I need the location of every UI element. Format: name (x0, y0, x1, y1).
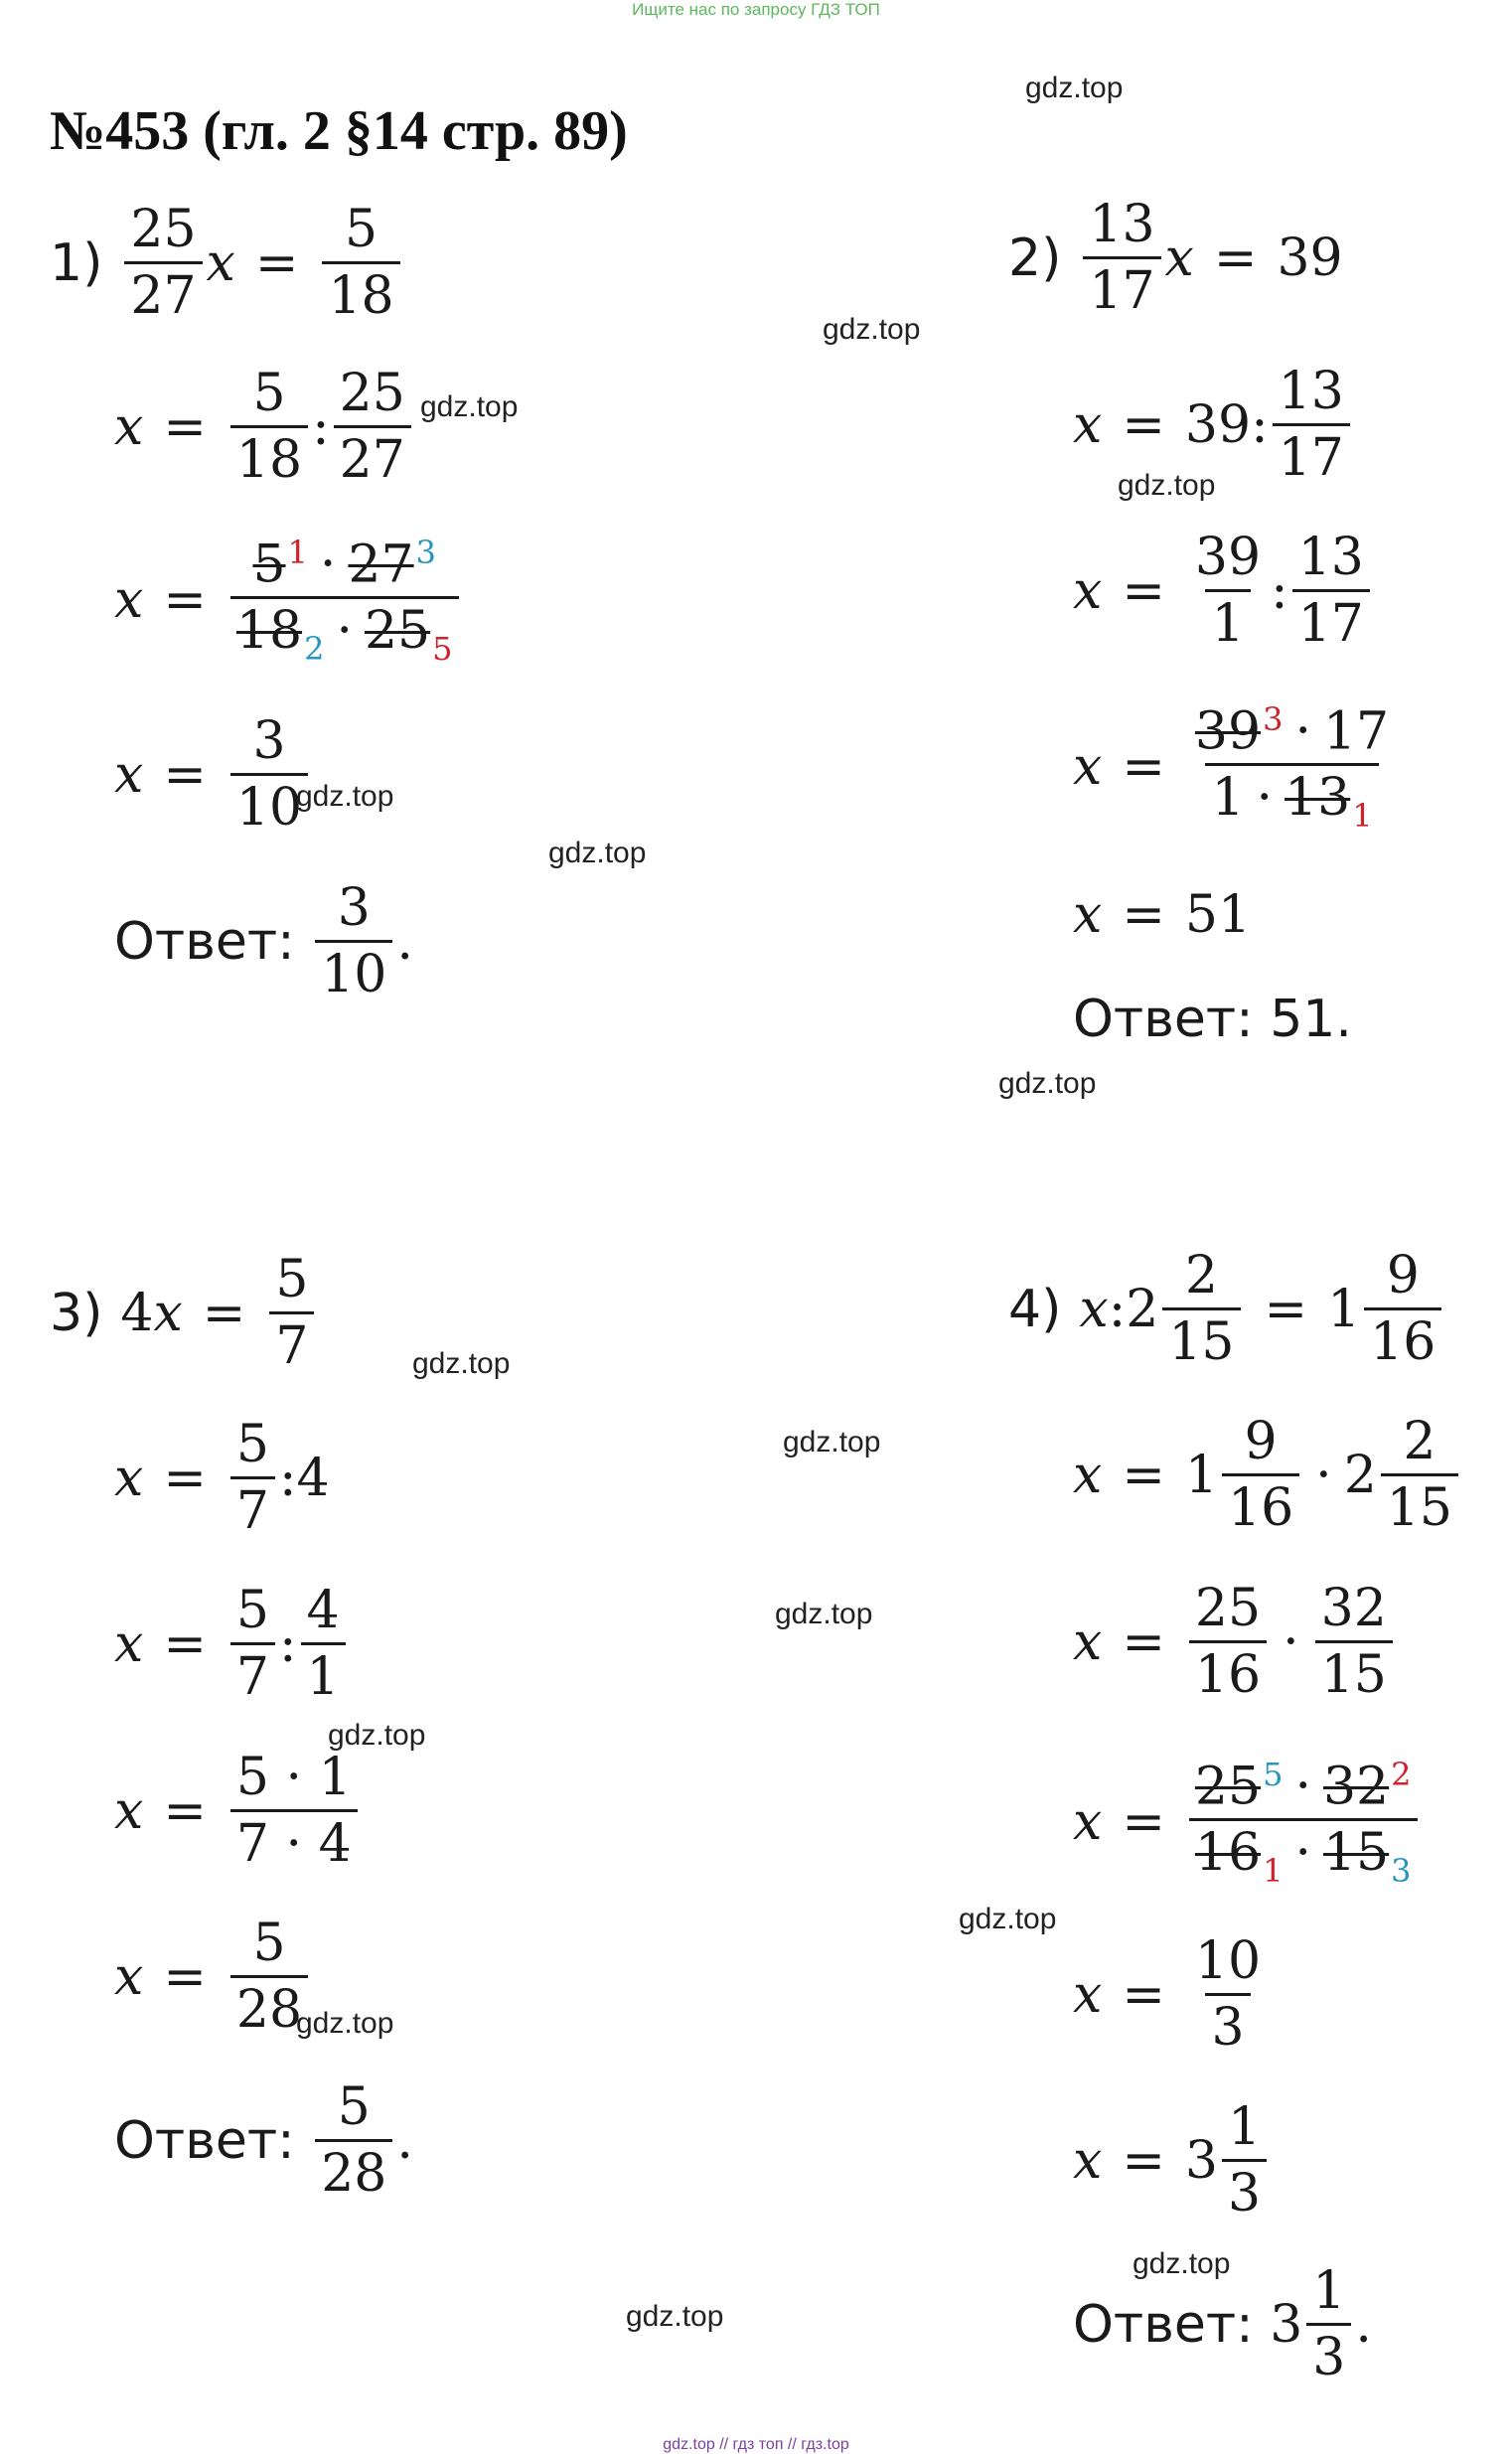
top-banner[interactable]: Ищите нас по запросу ГДЗ ТОП (632, 0, 880, 19)
p2-answer: Ответ: 51. (1073, 990, 1352, 1049)
watermark: gdz.top (959, 1903, 1057, 1935)
fraction: $\frac{5}{7}$ (230, 1419, 275, 1537)
p4-eq2: x = 1 $\frac{9}{16}$ · 2 $\frac{2}{15}$ (1073, 1416, 1462, 1534)
p1-answer: Ответ: $\frac{3}{10}$ . (114, 878, 413, 1004)
p2-eq5: x = 51 (1073, 885, 1252, 945)
fraction: $\frac{5}{18}$ (230, 368, 308, 486)
fraction: $\frac{25^5 \cdot 32^2}{16_1 \cdot 15_3}$ (1189, 1759, 1418, 1887)
fraction: $\frac{5}{18}$ (322, 204, 399, 322)
fraction: $\frac{10}{3}$ (1194, 1931, 1262, 2058)
p3-eq1: 3) 4 x = $\frac{5}{7}$ (50, 1254, 318, 1372)
fraction: $\frac{5}{28}$ (315, 2081, 392, 2200)
fraction: $\frac{2}{15}$ (1381, 1416, 1458, 1534)
fraction: $\frac{5}{7}$ (230, 1585, 275, 1703)
fraction: $\frac{2}{15}$ (1162, 1250, 1240, 1368)
watermark: gdz.top (1118, 469, 1216, 502)
p4-eq3: x = $\frac{25}{16}$ · $\frac{32}{15}$ (1073, 1583, 1397, 1701)
watermark: gdz.top (783, 1426, 881, 1458)
p2-eq3: x = $\frac{39}{1}$ : $\frac{13}{17}$ (1073, 532, 1374, 650)
fraction: $\frac{5^1 \cdot 27^3}{18_2 \cdot 25_5}$ (230, 537, 459, 665)
fraction: $\frac{32}{15}$ (1315, 1583, 1393, 1701)
p3-answer: Ответ: $\frac{5}{28}$ . (114, 2077, 413, 2204)
fraction: $\frac{1}{3}$ (1306, 2265, 1351, 2383)
fraction: $\frac{3}{10}$ (315, 882, 392, 1000)
p2-eq1: 2) $\frac{13}{17}$ x = 39 (1008, 195, 1343, 321)
fraction: $\frac{1}{3}$ (1222, 2101, 1267, 2220)
p1-eq2: x = $\frac{5}{18}$ : $\frac{25}{27}$ (114, 368, 415, 486)
watermark: gdz.top (420, 390, 519, 423)
p1-eq3: x = $\frac{5^1 \cdot 27^3}{18_2 \cdot 25_5}$ (114, 537, 463, 665)
fraction: $\frac{13}{17}$ (1273, 366, 1350, 484)
watermark: gdz.top (775, 1598, 873, 1630)
fraction: $\frac{25}{27}$ (334, 368, 411, 486)
fraction: $\frac{4}{1}$ (301, 1585, 346, 1703)
fraction: $\frac{9}{16}$ (1222, 1416, 1299, 1534)
problem-number: 1) (50, 232, 103, 293)
p3-eq5: x = $\frac{5}{28}$ (114, 1917, 312, 2036)
p3-eq4: x = $\frac{5 \cdot 1}{7 \cdot 4}$ (114, 1752, 362, 1870)
p4-eq4: x = $\frac{25^5 \cdot 32^2}{16_1 \cdot 15_3}$ (1073, 1759, 1422, 1887)
watermark: gdz.top (412, 1347, 511, 1380)
fraction: $\frac{39}{1}$ (1194, 528, 1262, 654)
p3-eq3: x = $\frac{5}{7}$ : $\frac{4}{1}$ (114, 1585, 350, 1703)
watermark: gdz.top (998, 1067, 1097, 1100)
p2-eq4: x = $\frac{39^3 \cdot 17}{1 \cdot 13_1}$ (1073, 703, 1399, 832)
p3-eq2: x = $\frac{5}{7}$ : 4 (114, 1415, 330, 1541)
fraction: $\frac{5}{28}$ (230, 1917, 308, 2036)
p1-eq1: 1) $\frac{25}{27}$ x = $\frac{5}{18}$ (50, 204, 404, 322)
bottom-banner[interactable]: gdz.top // гдз топ // гдз.top (663, 2436, 849, 2453)
fraction: $\frac{25}{27}$ (124, 204, 202, 322)
p2-eq2: x = 39 : $\frac{13}{17}$ (1073, 366, 1354, 484)
p1-eq4: x = $\frac{3}{10}$ (114, 715, 312, 834)
p4-eq6: x = 3 $\frac{1}{3}$ (1073, 2101, 1271, 2220)
p4-eq1: 4) x : 2 $\frac{2}{15}$ = 1 $\frac{9}{16}$ (1008, 1250, 1445, 1368)
watermark: gdz.top (1133, 2247, 1231, 2280)
fraction: $\frac{5 \cdot 1}{7 \cdot 4}$ (230, 1752, 358, 1870)
fraction: $\frac{9}{16}$ (1364, 1250, 1441, 1368)
watermark: gdz.top (328, 1719, 426, 1752)
watermark: gdz.top (626, 2300, 724, 2333)
watermark: gdz.top (296, 2007, 394, 2040)
fraction: $\frac{25}{16}$ (1189, 1583, 1267, 1701)
watermark: gdz.top (548, 837, 647, 869)
fraction: $\frac{3}{10}$ (230, 715, 308, 834)
fraction: $\frac{13}{17}$ (1083, 199, 1160, 317)
problem-number: 3) (50, 1283, 103, 1343)
p4-eq5: x = $\frac{10}{3}$ (1073, 1935, 1271, 2054)
problem-number: 4) (1008, 1279, 1062, 1339)
fraction: $\frac{13}{17}$ (1292, 532, 1370, 650)
fraction: $\frac{5}{7}$ (269, 1254, 314, 1372)
watermark: gdz.top (1025, 72, 1124, 104)
watermark: gdz.top (296, 780, 394, 813)
fraction: $\frac{39^3 \cdot 17}{1 \cdot 13_1}$ (1194, 700, 1390, 835)
p4-answer: Ответ: 3 $\frac{1}{3}$ . (1073, 2261, 1372, 2387)
page-title: №453 (гл. 2 §14 стр. 89) (50, 100, 628, 162)
problem-number: 2) (1008, 228, 1062, 288)
watermark: gdz.top (823, 313, 921, 346)
